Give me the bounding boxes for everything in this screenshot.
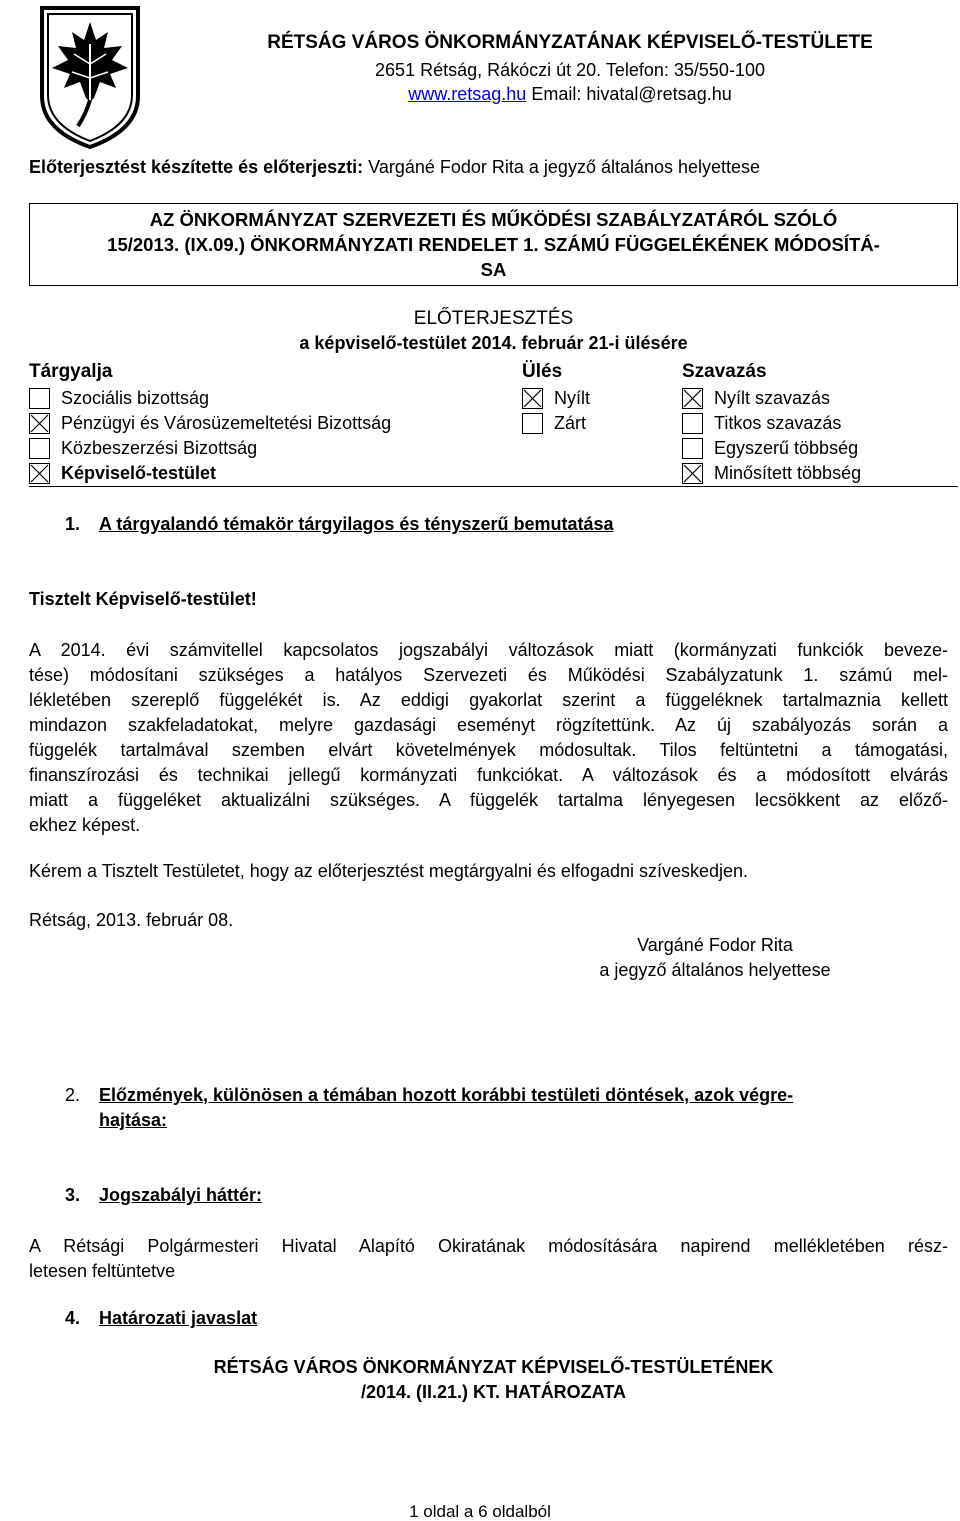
checkbox-x-icon	[29, 413, 50, 434]
page-number: 1 oldal a 6 oldalból	[409, 1502, 551, 1521]
option-board	[29, 461, 216, 485]
preparer-value: Vargáné Fodor Rita a jegyző általános helyettese	[368, 157, 761, 177]
institution-title: RÉTSÁG VÁROS ÖNKORMÁNYZATÁNAK KÉPVISELŐ-TESTÜLETE	[267, 32, 873, 53]
section-3-body	[29, 1234, 948, 1284]
body-line: ekhez képest.	[29, 815, 141, 835]
option-label: Nyílt szavazás	[714, 388, 831, 408]
preparer-line	[29, 157, 760, 178]
greeting: Tisztelt Képviselő-testület!	[29, 589, 257, 609]
option-social-committee	[29, 386, 209, 410]
option-label: Képviselő-testület	[61, 463, 217, 483]
divider	[29, 486, 958, 487]
checkbox-x-icon	[522, 388, 543, 409]
option-label: Titkos szavazás	[714, 413, 842, 433]
option-label: Zárt	[554, 413, 587, 433]
checkbox-x-icon	[682, 463, 703, 484]
subject-line-2: 15/2013. (IX.09.) ÖNKORMÁNYZATI RENDELET 1. SZÁMÚ FÜGGELÉKÉNEK MÓDOSÍTÁ-	[107, 234, 880, 255]
contact-line	[180, 82, 960, 106]
section-2-number: 2.	[65, 1085, 81, 1105]
discussed-by-header: Tárgyalja	[29, 361, 113, 382]
section-1-number: 1.	[65, 514, 81, 534]
section-3-title: Jogszabályi háttér:	[99, 1185, 263, 1205]
website-link[interactable]: www.retsag.hu	[408, 84, 527, 104]
session-header: Ülés	[522, 361, 563, 382]
body-line: letesen feltüntetve	[29, 1261, 176, 1281]
resolution-line-1: RÉTSÁG VÁROS ÖNKORMÁNYZAT KÉPVISELŐ-TESTÜLETÉNEK	[213, 1357, 774, 1377]
email-label: Email:	[531, 84, 582, 104]
section-4-number: 4.	[65, 1308, 81, 1328]
section-3-number: 3.	[65, 1185, 81, 1205]
section-1-title: A tárgyalandó témakör tárgyilagos és tényszerű bemutatása	[99, 514, 614, 534]
proposal-subtitle: a képviselő-testület 2014. február 21-i ülésére	[299, 333, 688, 353]
body-line: finanszírozási és technikai jellegű kormányzati funkciókat. A változások és a módosított elvárás	[29, 765, 948, 785]
section-1-body	[29, 638, 948, 838]
option-label: Szociális bizottság	[61, 388, 210, 408]
subject-line-3: SA	[480, 259, 507, 280]
checkbox-empty-icon	[29, 438, 50, 459]
option-label: Minősített többség	[714, 463, 862, 483]
email-address: hivatal@retsag.hu	[586, 84, 732, 104]
checkbox-empty-icon	[29, 388, 50, 409]
option-secret-vote	[682, 411, 841, 435]
option-label: Nyílt	[554, 388, 590, 408]
institution-address: 2651 Rétság, Rákóczi út 20. Telefon: 35/550-100	[375, 60, 765, 80]
checkbox-empty-icon	[682, 413, 703, 434]
option-open-vote	[682, 386, 830, 410]
option-simple-majority	[682, 436, 858, 460]
option-open-session	[522, 386, 590, 410]
request-text: Kérem a Tisztelt Testületet, hogy az előterjesztést megtárgyalni és elfogadni szíveskedjen.	[29, 861, 749, 881]
checkbox-empty-icon	[522, 413, 543, 434]
voting-header: Szavazás	[682, 361, 767, 382]
option-qualified-majority	[682, 461, 861, 485]
checkbox-x-icon	[682, 388, 703, 409]
resolution-line-2: /2014. (II.21.) KT. HATÁROZATA	[360, 1382, 627, 1402]
checkbox-x-icon	[29, 463, 50, 484]
option-closed-session	[522, 411, 586, 435]
section-2-title-line-2: hajtása:	[99, 1110, 168, 1130]
signer-title: a jegyző általános helyettese	[599, 960, 831, 980]
body-line: A Rétsági Polgármesteri Hivatal Alapító Okiratának módosítására napirend mellékletében rész-	[29, 1236, 948, 1256]
preparer-label: Előterjesztést készítette és előterjeszti:	[29, 157, 364, 177]
option-label: Közbeszerzési Bizottság	[61, 438, 258, 458]
option-label: Egyszerű többség	[714, 438, 859, 458]
coat-of-arms-leaf-icon	[38, 4, 142, 150]
option-procurement-committee	[29, 436, 257, 460]
option-finance-committee	[29, 411, 391, 435]
place-date: Rétság, 2013. február 08.	[29, 910, 234, 930]
signer-name: Vargáné Fodor Rita	[637, 935, 793, 955]
body-line: függelék tartalmával szemben elvárt követelmények módosultak. Tilos feltüntetni a támogatási,	[29, 740, 948, 760]
body-line: lékletében szereplő függelékét is. Az eddigi gyakorlat szerint a függeléknek tartalmaznia kellett	[29, 690, 948, 710]
section-2-title-line-1: Előzmények, különösen a témában hozott korábbi testületi döntések, azok végre-	[99, 1085, 794, 1105]
option-label: Pénzügyi és Városüzemeltetési Bizottság	[61, 413, 392, 433]
section-4-title: Határozati javaslat	[99, 1308, 258, 1328]
checkbox-empty-icon	[682, 438, 703, 459]
body-line: miatt a függeléket aktualizálni szükséges. A függelék tartalma lényegesen lecsökkent az előző-	[29, 790, 948, 810]
body-line: mindazon szakfeladatokat, melyre gazdasági eseményt rögzítettünk. Az új szabályozás során a	[29, 715, 948, 735]
body-line: tése) módosítani szükséges a hatályos Szervezeti és Működési Szabályzatunk 1. számú mel-	[29, 665, 948, 685]
subject-line-1: AZ ÖNKORMÁNYZAT SZERVEZETI ÉS MŰKÖDÉSI SZABÁLYZATÁRÓL SZÓLÓ	[149, 209, 838, 230]
proposal-title: ELŐTERJESZTÉS	[413, 308, 574, 329]
body-line: A 2014. évi számvitellel kapcsolatos jogszabályi változások miatt (kormányzati funkciók beveze-	[29, 640, 948, 660]
subject-box	[29, 203, 958, 286]
